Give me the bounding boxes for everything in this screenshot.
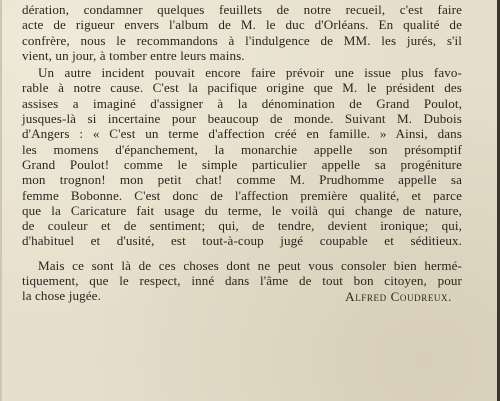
- text-line: acte de rigueur envers l'album de M. le duc d'Orléans. En qualité de: [22, 17, 462, 33]
- text-line: Grand Poulot! comme le simple particulier appelle sa progéniture: [22, 156, 462, 172]
- text-line: que la Caricature fait usage du terme, le voilà qui change de nature,: [22, 202, 462, 218]
- text-line: Un autre incident pouvait encore faire prévoir une issue plus favo-: [38, 65, 462, 81]
- text-line: confrère, nous le recommandons à l'indulgence de MM. les jurés, s'il: [22, 32, 462, 48]
- text-line: Mais ce sont là de ces choses dont ne peut vous consoler bien hermé-: [38, 257, 462, 273]
- paragraph-1: [22, 2, 462, 63]
- text-line: de couleur et de sentiment; qui, de tendre, devient ironique; qui,: [22, 218, 462, 234]
- text-line: tiquement, que le respect, inné dans l'âme de tout bon citoyen, pour: [22, 273, 462, 289]
- text-line: dération, condamner quelques feuillets de notre recueil, c'est faire: [22, 2, 462, 17]
- text-line: femme Bobonne. C'est donc de l'affection première qualité, et parce: [22, 187, 462, 203]
- text-line: mon trognon! mon petit chat! comme M. Prudhomme appelle sa: [22, 172, 462, 188]
- article-text: [22, 2, 462, 304]
- text-line: assises a imaginé d'assigner à la dénomination de Grand Poulot,: [22, 95, 462, 111]
- text-line: d'Angers : « C'est un terme d'affection créé en famille. » Ainsi, dans: [22, 126, 462, 142]
- text-line: jusques-là si incertaine pour beaucoup de monde. Suivant M. Dubois: [22, 111, 462, 127]
- left-edge: [0, 0, 2, 401]
- paragraph-gap: [22, 249, 462, 258]
- text-line: d'habituel et d'usité, est tout-à-coup jugé coupable et séditieux.: [22, 233, 462, 249]
- paragraph-2: [22, 65, 462, 249]
- text-line: rable à notre cause. C'est la pacifique origine que M. le président des: [22, 80, 462, 96]
- author-signature: Alfred Coudreux.: [345, 288, 452, 304]
- text-line: vient, un jour, à tomber entre leurs mains.: [22, 47, 245, 63]
- text-line: la chose jugée.: [22, 288, 101, 304]
- text-line: les momens d'épanchement, la monarchie appelle son présomptif: [22, 141, 462, 157]
